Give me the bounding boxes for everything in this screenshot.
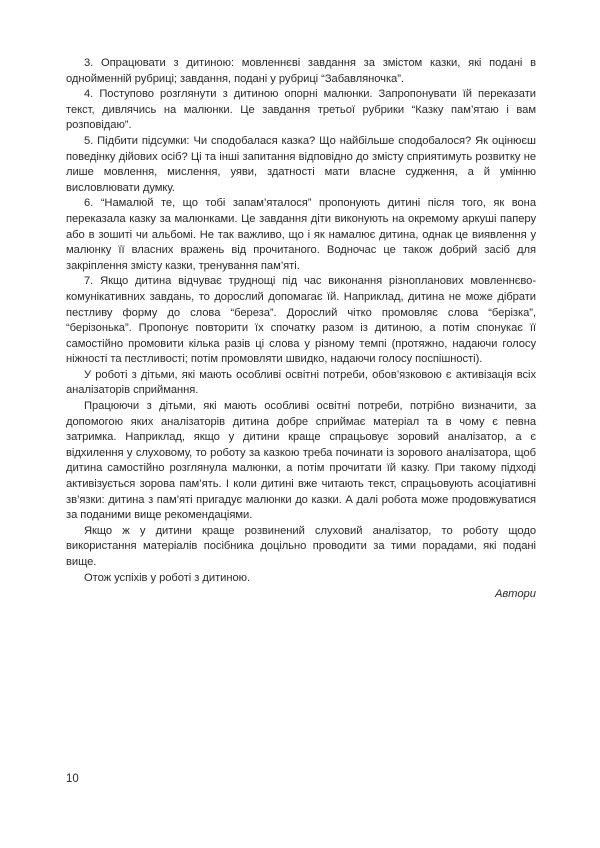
paragraph-closing-wish: Отож успіхів у роботі з дитиною. — [84, 571, 251, 584]
page-number: 10 — [66, 773, 79, 785]
paragraph-5-summary-questions: 5. Підбити підсумки: Чи сподобалася казка? Що найбільше сподобалося? Як оцінюєш поведінку дійових осіб? Ці та інші запитання відповідно до змісту сприятимуть розвитку не лише мовлення, мислення, уяви, здатності мати власне судження, а й умінню висловлювати думку. — [66, 134, 536, 194]
paragraph-3-retelling-tasks: 3. Опрацювати з дитиною: мовленнєві завдання за змістом казки, які подані в однойменній рубриці; завдання, подані у рубриці “Забавляночка”. — [66, 57, 536, 85]
paragraph-analyzers-approach: Працюючи з дітьми, які мають особливі освітні потреби, потрібно визначити, за допомогою яких аналізаторів дитина добре сприймає матеріал та в чому є певна затримка. Наприклад, якщо у дитини краще спрацьовує зоровий аналізатор, а є відхилення у слуховому, то роботу за казкою треба починати із зорового аналізатора, щоб дитина самостійно розглянула малюнки, а потім прочитати їй казку. При такому підході активізується зорова пам’ять. І коли дитині вже читають текст, спрацьовують асоціативні зв’язки: дитина з пам’яті пригадує малюнки до казки. А далі робота може продовжуватися за поданими вище рекомендаціями. — [66, 400, 536, 522]
paragraph-4-picture-retelling: 4. Поступово розглянути з дитиною опорні малюнки. Запропонувати їй переказати текст, дивлячись на малюнки. Це завдання третьої рубрики “Казку пам’ятаю і вам розповідаю”. — [66, 88, 536, 132]
paragraph-7-adult-help: 7. Якщо дитина відчуває труднощі під час виконання різнопланових мовленнєво-комунікативних завдань, то дорослий допомагає їй. Наприклад, дитина не може дібрати пестливу форму до слова “береза”. Дорослий чітко промовляє слова “берізка”, “берізонька”. Пропонує повторити їх спочатку разом із дитиною, а потім спонукає її самостійно промовити кілька разів ці слова у різному темпі (протяжно, надаючи голосу ніжності та пестливості; потім промовляти швидко, надаючи голосу поспішності). — [66, 275, 536, 366]
page-body — [66, 56, 536, 603]
paragraph-6-drawing-task: 6. “Намалюй те, що тобі запам’яталося” пропонують дитині після того, як вона переказала казку за малюнками. Це завдання діти виконують на окремому аркуші паперу або в зошиті чи альбомі. Не так важливо, що і як намалює дитина, однак це виявлення у малюнку її власних вражень від прочитаного. Водночас це також добрий засіб для закріплення змісту казки, тренування пам’яті. — [66, 197, 536, 272]
authors-signature: Автори — [494, 588, 536, 601]
paragraph-special-needs-intro: У роботі з дітьми, які мають особливі освітні потреби, обов’язковою є активізація всіх аналізаторів сприймання. — [66, 368, 536, 397]
paragraph-auditory-analyzer: Якщо ж у дитини краще розвинений слуховий аналізатор, то роботу щодо використання матеріалів посібника доцільно проводити за тими порадами, які подані вище. — [66, 524, 536, 568]
